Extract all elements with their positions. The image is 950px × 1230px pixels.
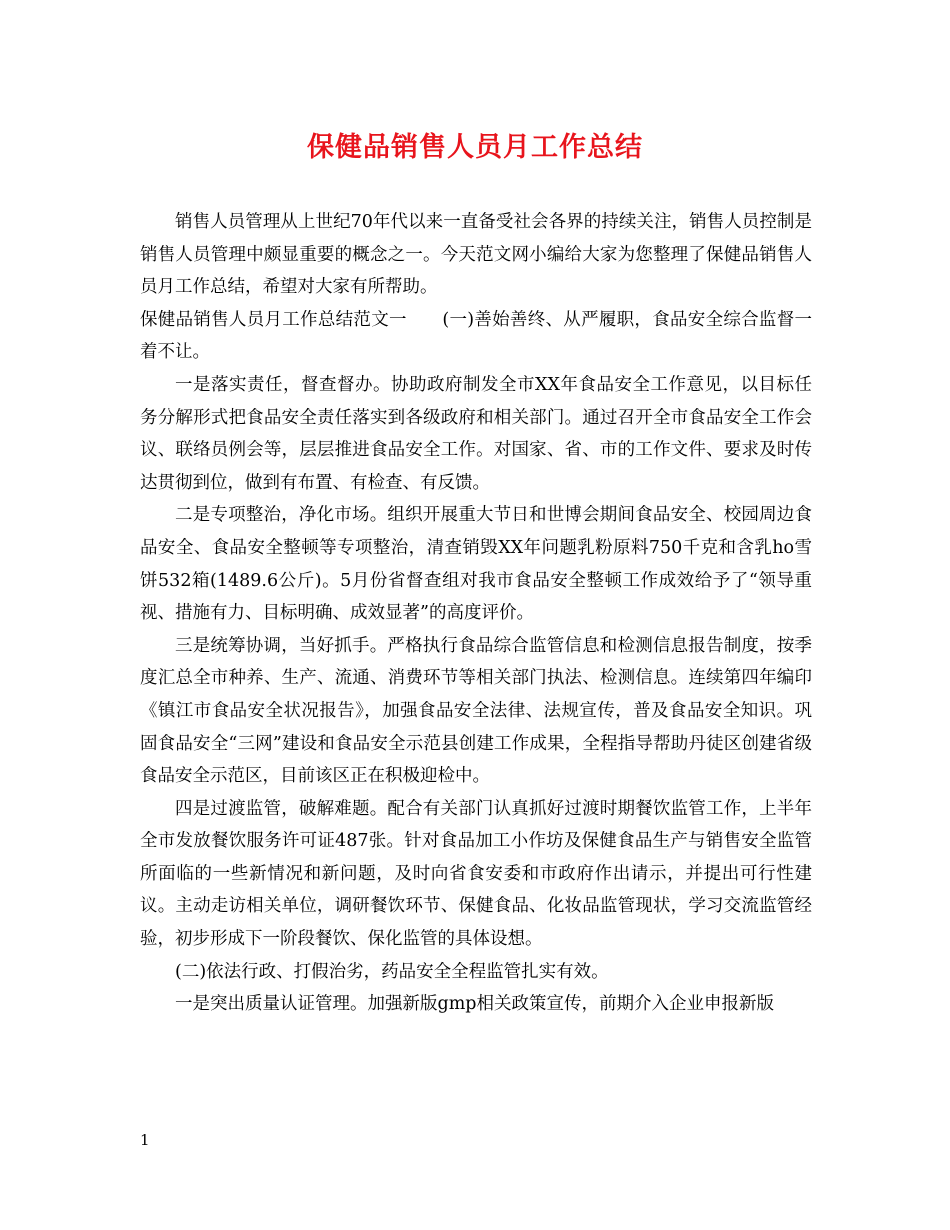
body-paragraph: 四是过渡监管，破解难题。配合有关部门认真抓好过渡时期餐饮监管工作，上半年全市发放餐饮服务许可证487张。针对食品加工小作坊及保健食品生产与销售安全监管所面临的一些新情况和新问题，及时向省食安委和市政府作出请示，并提出可行性建议。主动走访相关单位，调研餐饮环节、保健食品、化妆品监管现状，学习交流监管经验，初步形成下一阶段餐饮、保化监管的具体设想。 (140, 798, 812, 950)
page-number: 1 (140, 1131, 150, 1149)
intro-paragraph: 销售人员管理从上世纪70年代以来一直备受社会各界的持续关注，销售人员控制是销售人员管理中颇显重要的概念之一。今天范文网小编给大家为您整理了保健品销售人员月工作总结，希望对大家有所帮助。 (140, 212, 812, 298)
page-title: 保健品销售人员月工作总结 (307, 132, 643, 163)
body-paragraph: 一是落实责任，督查督办。协助政府制发全市XX年食品安全工作意见，以目标任务分解形式把食品安全责任落实到各级政府和相关部门。通过召开全市食品安全工作会议、联络员例会等，层层推进食品安全工作。对国家、省、市的工作文件、要求及时传达贯彻到位，做到有布置、有检查、有反馈。 (140, 374, 812, 493)
body-paragraph: 三是统筹协调，当好抓手。严格执行食品综合监管信息和检测信息报告制度，按季度汇总全市种养、生产、流通、消费环节等相关部门执法、检测信息。连续第四年编印《镇江市食品安全状况报告》，加强食品安全法律、法规宣传，普及食品安全知识。巩固食品安全“三网”建设和食品安全示范县创建工作成果，全程指导帮助丹徒区创建省级食品安全示范区，目前该区正在积极迎检中。 (140, 635, 812, 787)
body-paragraph: 一是突出质量认证管理。加强新版gmp相关政策宣传，前期介入企业申报新版 (175, 994, 774, 1015)
section-heading-paragraph: 保健品销售人员月工作总结范文一 (一)善始善终、从严履职，食品安全综合监督一着不让。 (140, 309, 812, 363)
document-body (140, 206, 812, 1021)
body-paragraph: 二是专项整治，净化市场。组织开展重大节日和世博会期间食品安全、校园周边食品安全、食品安全整顿等专项整治，清查销毁XX年问题乳粉原料750千克和含乳ho雪饼532箱(1489.6公斤)。5月份省督查组对我市食品安全整顿工作成效给予了“领导重视、措施有力、目标明确、成效显著”的高度评价。 (140, 505, 812, 624)
subsection-heading-paragraph: (二)依法行政、打假治劣，药品安全全程监管扎实有效。 (175, 961, 609, 982)
